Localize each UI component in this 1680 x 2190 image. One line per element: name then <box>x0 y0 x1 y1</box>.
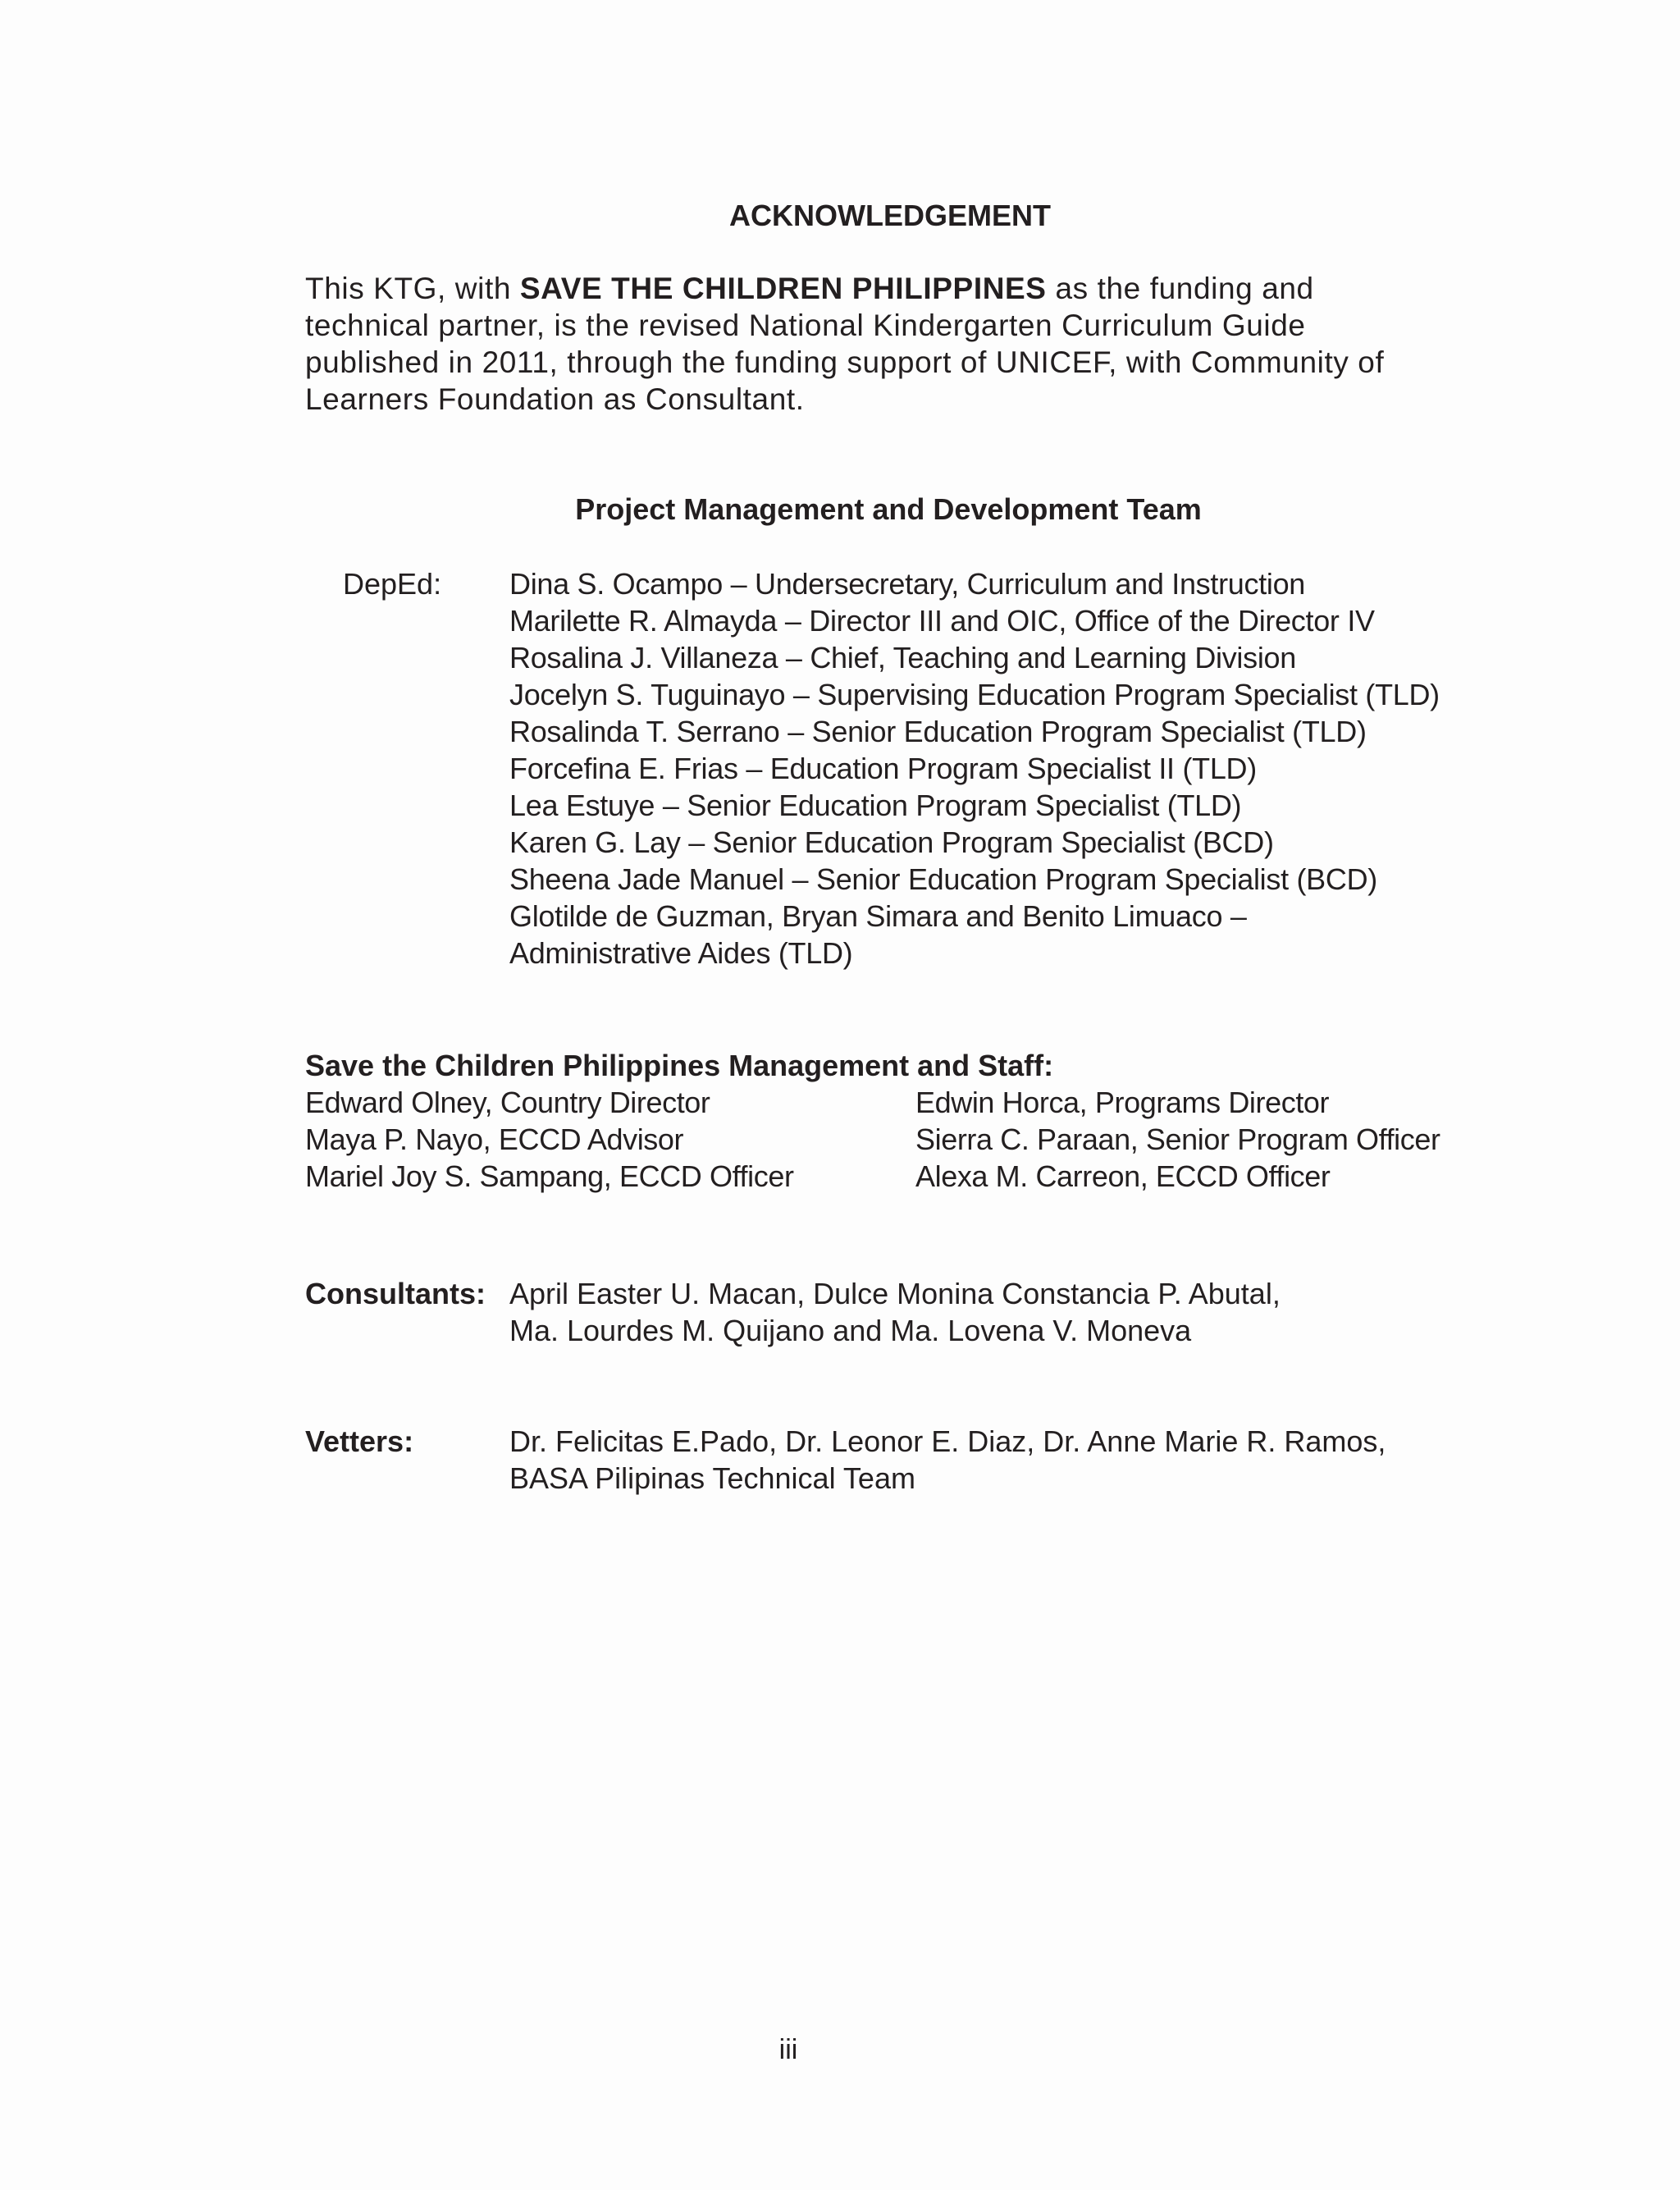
team-heading: Project Management and Development Team <box>575 492 1202 526</box>
staff-row <box>305 1084 1486 1121</box>
staff-entry: Alexa M. Carreon, ECCD Officer <box>915 1159 1331 1193</box>
deped-member: Lea Estuye – Senior Education Program Specialist (TLD) <box>509 789 1242 822</box>
vetters-list <box>509 1423 1494 1497</box>
staff-row <box>305 1121 1486 1158</box>
deped-member: Marilette R. Almayda – Director III and OIC, Office of the Director IV <box>509 604 1375 638</box>
deped-member: Karen G. Lay – Senior Education Program Specialist (BCD) <box>509 825 1274 859</box>
intro-line-2: technical partner, is the revised National Kindergarten Curriculum Guide <box>305 309 1306 342</box>
deped-member: Rosalina J. Villaneza – Chief, Teaching and Learning Division <box>509 641 1296 674</box>
consultants-line: April Easter U. Macan, Dulce Monina Constancia P. Abutal, <box>509 1277 1281 1310</box>
vetters-line: Dr. Felicitas E.Pado, Dr. Leonor E. Diaz, Dr. Anne Marie R. Ramos, <box>509 1424 1386 1458</box>
deped-member: Forcefina E. Frias – Education Program Specialist II (TLD) <box>509 752 1257 785</box>
intro-paragraph <box>305 270 1470 418</box>
page-title: ACKNOWLEDGEMENT <box>729 199 1051 232</box>
save-the-children-staff <box>305 1084 1486 1195</box>
vetters-line: BASA Pilipinas Technical Team <box>509 1461 915 1495</box>
deped-member: Jocelyn S. Tuguinayo – Supervising Education Program Specialist (TLD) <box>509 678 1440 711</box>
staff-entry: Edward Olney, Country Director <box>305 1086 710 1119</box>
staff-entry: Mariel Joy S. Sampang, ECCD Officer <box>305 1159 794 1193</box>
intro-line-1-end: as the funding and <box>1046 272 1314 305</box>
deped-member: Rosalinda T. Serrano – Senior Education Program Specialist (TLD) <box>509 715 1367 748</box>
intro-org-name: SAVE THE CHILDREN PHILIPPINES <box>519 272 1047 305</box>
deped-member: Administrative Aides (TLD) <box>509 936 853 970</box>
staff-row <box>305 1158 1486 1195</box>
consultants-label: Consultants: <box>305 1277 486 1310</box>
deped-member-list <box>509 565 1477 972</box>
vetters-label: Vetters: <box>305 1424 414 1458</box>
consultants-line: Ma. Lourdes M. Quijano and Ma. Lovena V. Moneva <box>509 1314 1192 1347</box>
page-number: iii <box>778 2034 798 2065</box>
staff-entry: Edwin Horca, Programs Director <box>915 1086 1330 1119</box>
staff-entry: Maya P. Nayo, ECCD Advisor <box>305 1122 684 1156</box>
staff-entry: Sierra C. Paraan, Senior Program Officer <box>915 1122 1440 1156</box>
deped-label: DepEd: <box>343 567 442 601</box>
intro-line-4: Learners Foundation as Consultant. <box>305 382 805 416</box>
consultants-list <box>509 1275 1494 1349</box>
deped-member: Sheena Jade Manuel – Senior Education Program Specialist (BCD) <box>509 862 1377 896</box>
intro-line-1 <box>305 270 1470 307</box>
deped-member: Glotilde de Guzman, Bryan Simara and Benito Limuaco – <box>509 899 1247 933</box>
intro-line-3: published in 2011, through the funding support of UNICEF, with Community of <box>305 345 1385 379</box>
deped-member: Dina S. Ocampo – Undersecretary, Curriculum and Instruction <box>509 567 1306 601</box>
save-the-children-heading: Save the Children Philippines Management and Staff: <box>305 1049 1054 1082</box>
intro-line-1-start: This KTG, with <box>305 272 520 305</box>
